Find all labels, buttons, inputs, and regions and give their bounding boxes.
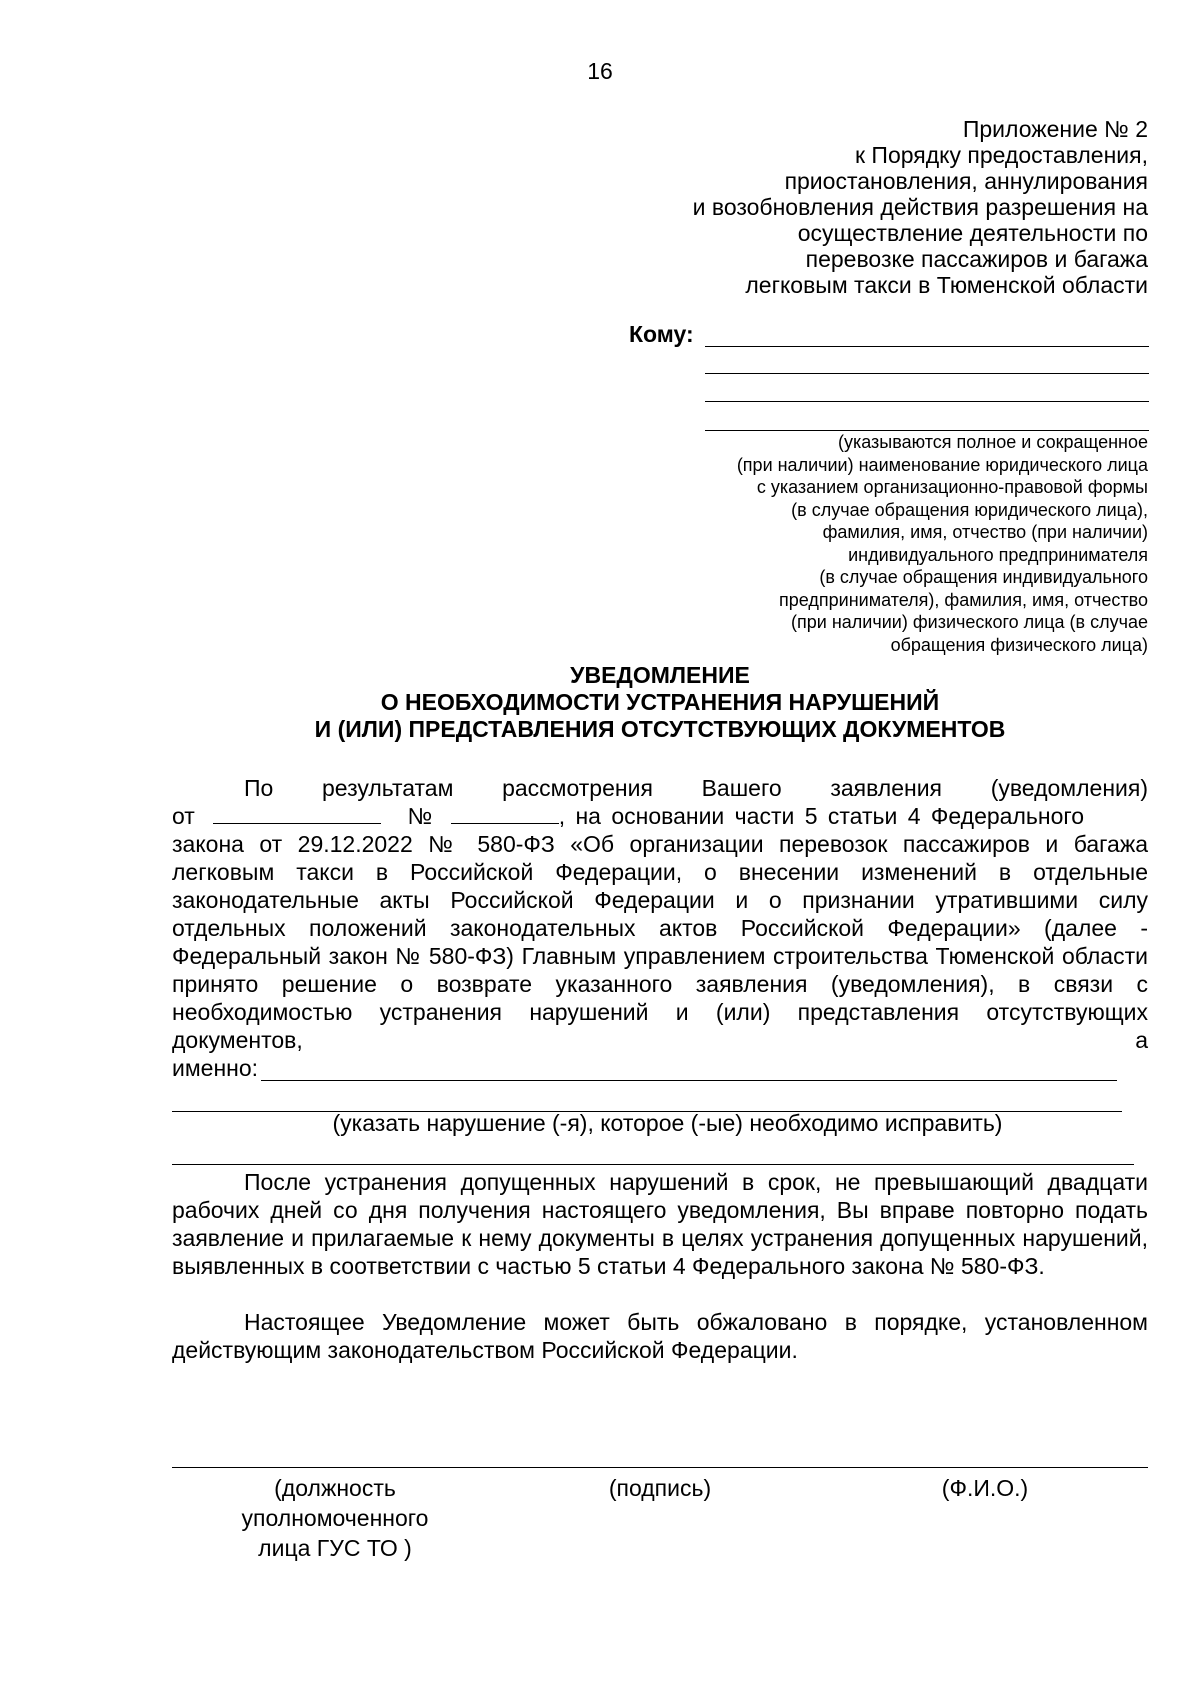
word: результатам	[322, 775, 454, 801]
from-label: от	[172, 803, 195, 829]
number-sign: №	[407, 803, 433, 829]
caption-line: лица ГУС ТО )	[258, 1535, 412, 1561]
word: По	[244, 775, 274, 801]
word: (уведомления)	[990, 775, 1148, 801]
official-position-caption	[225, 1473, 445, 1563]
page-number: 16	[587, 58, 613, 84]
namely-line	[172, 1054, 1148, 1082]
appendix-line: осуществление деятельности по	[797, 220, 1148, 246]
recipient-line	[705, 401, 1149, 402]
violation-hint: (указать нарушение (-я), которое (-ые) необходимо исправить)	[332, 1110, 1003, 1136]
word: рассмотрения	[502, 775, 653, 801]
recipient-line	[705, 346, 1149, 347]
appendix-line: легковым такси в Тюменской области	[745, 272, 1148, 298]
paragraph-body: закона от 29.12.2022 № 580-ФЗ «Об организации перевозок пассажиров и багажа легковым такси в Российской Федерации, о внесении изменений в отдельные законодательные акты Российской Федерации и о признании утратившими силу отдельных положений законодательных актов Российской Федерации» (далее - Федеральный закон № 580-ФЗ) Главным управлением строительства Тюменской области принято решение о возврате указанного заявления (уведомления), в связи с необходимостью устранения нарушений и (или) представления отсутствующих	[172, 831, 1148, 1025]
recipient-hint-line: (в случае обращения индивидуального	[819, 567, 1148, 587]
caption-line: уполномоченного	[241, 1505, 429, 1531]
title-line: О НЕОБХОДИМОСТИ УСТРАНЕНИЯ НАРУШЕНИЙ	[380, 689, 940, 715]
recipient-hint-line: (в случае обращения юридического лица),	[791, 499, 1148, 520]
notice-paragraph-3: Настоящее Уведомление может быть обжаловано в порядке, установленном действующим законодательством Российской Федерации.	[172, 1309, 1148, 1363]
recipient-hint-line: предпринимателя), фамилия, имя, отчество	[779, 589, 1148, 610]
notice-paragraph-2: После устранения допущенных нарушений в срок, не превышающий двадцати рабочих дней со дня получения настоящего уведомления, Вы вправе повторно подать заявление и прилагаемые к нему документы в целях устранения допущенных нарушений, выявленных в соответствии с частью 5 статьи 4 Федерального закона № 580-ФЗ.	[172, 1169, 1148, 1279]
paragraph-first-line	[172, 774, 1148, 802]
documents-line	[172, 1026, 1148, 1054]
word: заявления	[830, 775, 943, 801]
appendix-line: и возобновления действия разрешения на	[692, 194, 1148, 220]
recipient-hint-line: (при наличии) наименование юридического лица	[736, 454, 1148, 475]
recipient-hint-line: (указываются полное и сокращенное	[837, 432, 1148, 452]
recipient-hint	[737, 431, 1148, 656]
violation-blank-line	[172, 1164, 1134, 1165]
violation-blank-line	[261, 1080, 1117, 1081]
application-number-blank	[451, 803, 559, 824]
legal-basis-text: , на основании части 5 статьи 4 Федерального	[558, 803, 1085, 829]
recipient-hint-line: обращения физического лица)	[890, 634, 1148, 655]
appendix-line: к Порядку предоставления,	[854, 142, 1148, 168]
documents-word: документов,	[172, 1027, 303, 1053]
appendix-line: Приложение № 2	[962, 116, 1148, 142]
appendix-line: перевозке пассажиров и багажа	[805, 246, 1148, 272]
notice-paragraph-1	[172, 774, 1148, 1082]
signature-line	[172, 1467, 1148, 1468]
recipient-hint-line: фамилия, имя, отчество (при наличии)	[822, 522, 1148, 542]
signature-caption: (подпись)	[608, 1475, 712, 1501]
document-title	[0, 662, 1200, 743]
application-date-blank	[213, 803, 381, 824]
full-name-caption: (Ф.И.О.)	[941, 1475, 1029, 1501]
namely-label: именно:	[172, 1055, 259, 1081]
recipient-hint-line: (при наличии) физического лица (в случае	[791, 612, 1148, 632]
recipient-line	[705, 373, 1149, 374]
application-date-line	[172, 802, 1148, 830]
title-line: УВЕДОМЛЕНИЕ	[570, 662, 750, 688]
recipient-label: Кому:	[629, 321, 694, 347]
conjunction-word: а	[1135, 1027, 1148, 1053]
appendix-header	[693, 116, 1148, 298]
recipient-hint-line: с указанием организационно-правовой формы	[756, 477, 1148, 497]
recipient-hint-line: индивидуального предпринимателя	[848, 544, 1148, 565]
caption-line: (должность	[274, 1475, 396, 1501]
title-line: И (ИЛИ) ПРЕДСТАВЛЕНИЯ ОТСУТСТВУЮЩИХ ДОКУМЕНТОВ	[314, 716, 1006, 742]
appendix-line: приостановления, аннулирования	[784, 168, 1148, 194]
word: Вашего	[701, 775, 782, 801]
